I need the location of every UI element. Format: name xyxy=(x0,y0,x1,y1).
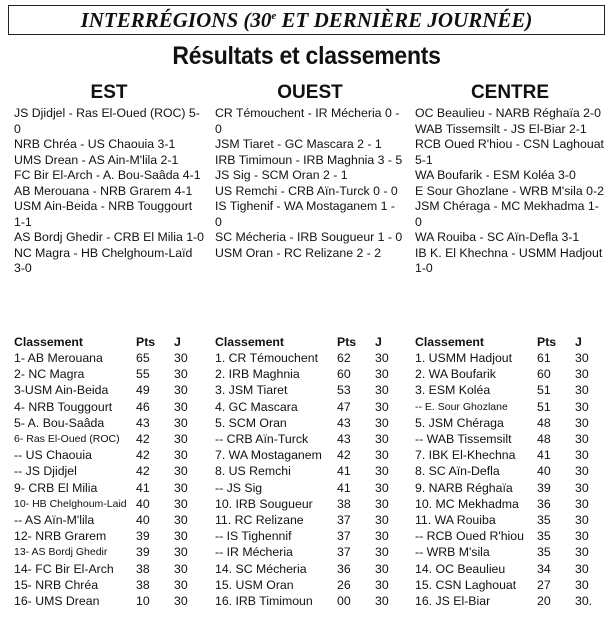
points-cell: 43 xyxy=(136,415,150,430)
team-cell: 13- AS Bordj Ghedir xyxy=(14,546,108,559)
table-row xyxy=(415,496,597,512)
team-cell: -- JS Sig xyxy=(215,480,263,495)
played-cell: 30 xyxy=(174,545,188,560)
points-cell: 42 xyxy=(136,464,150,479)
points-cell: 51 xyxy=(537,399,551,414)
played-cell: 30 xyxy=(375,367,389,382)
page-subtitle: Résultats et classements xyxy=(172,42,441,70)
match-result: NRB Chréa - US Chaouia 3-1 xyxy=(14,137,176,151)
played-cell: 30 xyxy=(174,448,188,463)
table-row xyxy=(14,431,196,447)
played-cell: 30 xyxy=(375,399,389,414)
points-cell: 35 xyxy=(537,512,551,527)
team-cell: 14- FC Bir El-Arch xyxy=(14,561,114,576)
points-cell: 46 xyxy=(136,399,150,414)
points-cell: 40 xyxy=(537,464,551,479)
table-row xyxy=(415,512,597,528)
match-result: IB K. El Khechna - USMM Hadjout 1-0 xyxy=(415,245,603,275)
page-title: INTERRÉGIONS (30e ET DERNIÈRE JOURNÉE) xyxy=(80,7,533,32)
team-cell: -- AS Aïn-M'lila xyxy=(14,512,95,527)
played-cell: 30 xyxy=(174,464,188,479)
played-cell: 30 xyxy=(174,529,188,544)
column-header: Pts xyxy=(337,334,357,349)
points-cell: 47 xyxy=(337,399,351,414)
team-cell: 2. IRB Maghnia xyxy=(215,367,300,382)
table-row xyxy=(215,496,397,512)
column-header: Classement xyxy=(14,334,84,349)
table-row xyxy=(415,544,597,560)
match-result: US Remchi - CRB Aïn-Turck 0 - 0 xyxy=(215,183,398,198)
region-heading: EST xyxy=(90,82,128,103)
team-cell: 10. IRB Sougueur xyxy=(215,496,313,511)
points-cell: 39 xyxy=(537,480,551,495)
table-row xyxy=(215,399,397,415)
match-result: IS Tighenif - WA Mostaganem 1 - 0 xyxy=(215,199,395,229)
played-cell: 30 xyxy=(575,512,589,527)
match-result: CR Témouchent - IR Mécheria 0 - 0 xyxy=(215,106,400,136)
points-cell: 55 xyxy=(136,367,150,382)
table-row xyxy=(215,512,397,528)
table-header-row xyxy=(415,333,597,350)
played-cell: 30 xyxy=(575,399,589,414)
played-cell: 30 xyxy=(174,432,188,447)
team-cell: 16. JS El-Biar xyxy=(415,593,491,608)
played-cell: 30 xyxy=(375,529,389,544)
table-row xyxy=(215,431,397,447)
match-result: AB Merouana - NRB Grarem 4-1 xyxy=(14,183,193,198)
table-row xyxy=(14,382,196,398)
team-cell: -- CRB Aïn-Turck xyxy=(215,432,309,447)
points-cell: 62 xyxy=(337,351,351,366)
played-cell: 30 xyxy=(375,512,389,527)
team-cell: 3-USM Ain-Beida xyxy=(14,383,109,398)
table-row xyxy=(415,560,597,576)
table-row xyxy=(14,593,196,609)
table-header-row xyxy=(215,333,397,350)
results-list xyxy=(415,106,605,338)
column-ouest xyxy=(215,82,405,338)
points-cell: 35 xyxy=(537,545,551,560)
points-cell: 60 xyxy=(337,367,351,382)
team-cell: 1. USMM Hadjout xyxy=(415,351,513,366)
match-result: SC Mécheria - IRB Sougueur 1 - 0 xyxy=(215,230,403,244)
team-cell: 1. CR Témouchent xyxy=(215,351,318,366)
table-row xyxy=(14,512,196,528)
table-row xyxy=(415,463,597,479)
played-cell: 30 xyxy=(575,561,589,576)
played-cell: 30 xyxy=(375,561,389,576)
played-cell: 30 xyxy=(575,383,589,398)
played-cell: 30 xyxy=(375,464,389,479)
played-cell: 30. xyxy=(575,593,593,608)
table-row xyxy=(215,544,397,560)
points-cell: 48 xyxy=(537,415,551,430)
results-list xyxy=(14,106,204,338)
table-row xyxy=(215,366,397,382)
match-result: USM Oran - RC Relizane 2 - 2 xyxy=(215,245,382,260)
match-result: JS Djidjel - Ras El-Oued (ROC) 5-0 xyxy=(14,106,200,136)
points-cell: 37 xyxy=(337,545,351,560)
played-cell: 30 xyxy=(575,545,589,560)
team-cell: -- JS Djidjel xyxy=(14,464,77,479)
team-cell: 1- AB Merouana xyxy=(14,351,103,366)
points-cell: 39 xyxy=(136,529,150,544)
table-row xyxy=(215,480,397,496)
table-row xyxy=(215,447,397,463)
points-cell: 10 xyxy=(136,593,150,608)
table-row xyxy=(415,415,597,431)
points-cell: 65 xyxy=(136,351,150,366)
region-heading: OUEST xyxy=(277,82,343,103)
played-cell: 30 xyxy=(174,593,188,608)
table-row xyxy=(14,463,196,479)
team-cell: 8. US Remchi xyxy=(215,464,291,479)
points-cell: 40 xyxy=(136,512,150,527)
points-cell: 41 xyxy=(337,464,351,479)
points-cell: 00 xyxy=(337,593,351,608)
team-cell: -- WRB M'sila xyxy=(415,545,490,560)
table-row xyxy=(215,560,397,576)
match-result: E Sour Ghozlane - WRB M'sila 0-2 xyxy=(415,183,604,198)
team-cell: 14. SC Mécheria xyxy=(215,561,307,576)
team-cell: 5. JSM Chéraga xyxy=(415,415,504,430)
team-cell: 12- NRB Grarem xyxy=(14,529,107,544)
points-cell: 42 xyxy=(136,432,150,447)
match-result: RCB Oued R'hiou - CSN Laghouat 5-1 xyxy=(415,137,604,167)
match-result: WAB Tissemsilt - JS El-Biar 2-1 xyxy=(415,121,587,136)
points-cell: 41 xyxy=(136,480,150,495)
played-cell: 30 xyxy=(575,432,589,447)
played-cell: 30 xyxy=(575,577,589,592)
table-row xyxy=(14,544,196,560)
region-heading: CENTRE xyxy=(470,82,550,103)
table-row xyxy=(415,431,597,447)
played-cell: 30 xyxy=(174,512,188,527)
match-result: WA Rouiba - SC Aïn-Defla 3-1 xyxy=(415,230,580,244)
played-cell: 30 xyxy=(174,496,188,511)
table-row xyxy=(14,447,196,463)
points-cell: 42 xyxy=(136,448,150,463)
match-result: UMS Drean - AS Ain-M'lila 2-1 xyxy=(14,152,179,167)
match-result: AS Bordj Ghedir - CRB El Milia 1-0 xyxy=(14,230,204,244)
table-row xyxy=(215,577,397,593)
team-cell: 2- NC Magra xyxy=(14,367,85,382)
played-cell: 30 xyxy=(375,351,389,366)
table-row xyxy=(14,528,196,544)
points-cell: 36 xyxy=(537,496,551,511)
title-superscript: e xyxy=(271,9,277,22)
team-cell: -- US Chaouia xyxy=(14,448,92,463)
team-cell: 16- UMS Drean xyxy=(14,593,100,608)
points-cell: 26 xyxy=(337,577,351,592)
column-header: Classement xyxy=(215,334,285,349)
points-cell: 38 xyxy=(136,561,150,576)
table-row xyxy=(215,350,397,366)
points-cell: 34 xyxy=(537,561,551,576)
team-cell: 6- Ras El-Oued (ROC) xyxy=(14,433,120,446)
table-row xyxy=(215,528,397,544)
played-cell: 30 xyxy=(375,480,389,495)
played-cell: 30 xyxy=(174,577,188,592)
played-cell: 30 xyxy=(174,399,188,414)
table-row xyxy=(415,382,597,398)
results-list xyxy=(215,106,405,338)
points-cell: 39 xyxy=(136,545,150,560)
played-cell: 30 xyxy=(375,383,389,398)
table-row xyxy=(415,480,597,496)
table-row xyxy=(14,480,196,496)
points-cell: 43 xyxy=(337,432,351,447)
points-cell: 27 xyxy=(537,577,551,592)
played-cell: 30 xyxy=(174,415,188,430)
team-cell: 3. JSM Tiaret xyxy=(215,383,288,398)
team-cell: 10- HB Chelghoum-Laid xyxy=(14,497,127,510)
played-cell: 30 xyxy=(174,383,188,398)
points-cell: 61 xyxy=(537,351,551,366)
match-result: JSM Tiaret - GC Mascara 2 - 1 xyxy=(215,137,382,151)
table-header-row xyxy=(14,333,196,350)
standings-table xyxy=(415,333,597,609)
table-row xyxy=(415,447,597,463)
column-header: Pts xyxy=(136,334,156,349)
match-result: OC Beaulieu - NARB Réghaïa 2-0 xyxy=(415,106,601,120)
team-cell: 10. MC Mekhadma xyxy=(415,496,519,511)
team-cell: 15. USM Oran xyxy=(215,577,294,592)
table-row xyxy=(14,415,196,431)
played-cell: 30 xyxy=(375,415,389,430)
column-est xyxy=(14,82,204,338)
points-cell: 43 xyxy=(337,415,351,430)
points-cell: 51 xyxy=(537,383,551,398)
table-row xyxy=(215,415,397,431)
table-row xyxy=(14,350,196,366)
match-result: IRB Timimoun - IRB Maghnia 3 - 5 xyxy=(215,152,403,167)
points-cell: 53 xyxy=(337,383,351,398)
match-result: JSM Chéraga - MC Mekhadma 1-0 xyxy=(415,199,599,229)
played-cell: 30 xyxy=(575,496,589,511)
team-cell: 9. NARB Réghaïa xyxy=(415,480,513,495)
played-cell: 30 xyxy=(575,464,589,479)
team-cell: 16. IRB Timimoun xyxy=(215,593,313,608)
table-row xyxy=(415,350,597,366)
column-centre xyxy=(415,82,605,338)
match-result: USM Ain-Beida - NRB Touggourt 1-1 xyxy=(14,199,193,229)
points-cell: 41 xyxy=(337,480,351,495)
column-header: J xyxy=(575,334,582,349)
table-row xyxy=(415,593,597,609)
table-row xyxy=(415,366,597,382)
played-cell: 30 xyxy=(375,432,389,447)
played-cell: 30 xyxy=(375,593,389,608)
played-cell: 30 xyxy=(575,448,589,463)
played-cell: 30 xyxy=(375,496,389,511)
team-cell: 15. CSN Laghouat xyxy=(415,577,517,592)
column-header: Pts xyxy=(537,334,557,349)
points-cell: 37 xyxy=(337,512,351,527)
team-cell: -- RCB Oued R'hiou xyxy=(415,529,524,544)
played-cell: 30 xyxy=(375,545,389,560)
played-cell: 30 xyxy=(174,351,188,366)
points-cell: 42 xyxy=(337,448,351,463)
played-cell: 30 xyxy=(575,351,589,366)
table-row xyxy=(215,463,397,479)
team-cell: -- IR Mécheria xyxy=(215,545,293,560)
points-cell: 35 xyxy=(537,529,551,544)
table-row xyxy=(415,528,597,544)
team-cell: 4- NRB Touggourt xyxy=(14,399,113,414)
points-cell: 41 xyxy=(537,448,551,463)
points-cell: 49 xyxy=(136,383,150,398)
team-cell: 11. WA Rouiba xyxy=(415,512,496,527)
table-row xyxy=(415,399,597,415)
points-cell: 38 xyxy=(337,496,351,511)
team-cell: 5. SCM Oran xyxy=(215,415,287,430)
page-header xyxy=(8,5,605,35)
team-cell: 4. GC Mascara xyxy=(215,399,298,414)
table-row xyxy=(215,382,397,398)
played-cell: 30 xyxy=(174,480,188,495)
team-cell: -- WAB Tissemsilt xyxy=(415,432,512,447)
points-cell: 38 xyxy=(136,577,150,592)
points-cell: 37 xyxy=(337,529,351,544)
column-header: J xyxy=(174,334,181,349)
team-cell: 7. IBK El-Khechna xyxy=(415,448,516,463)
standings-table xyxy=(14,333,196,609)
match-result: JS Sig - SCM Oran 2 - 1 xyxy=(215,168,348,182)
played-cell: 30 xyxy=(375,448,389,463)
played-cell: 30 xyxy=(174,367,188,382)
standings-table xyxy=(215,333,397,609)
played-cell: 30 xyxy=(575,529,589,544)
team-cell: 7. WA Mostaganem xyxy=(215,448,322,463)
points-cell: 40 xyxy=(136,496,150,511)
played-cell: 30 xyxy=(375,577,389,592)
played-cell: 30 xyxy=(575,480,589,495)
table-row xyxy=(14,496,196,512)
points-cell: 48 xyxy=(537,432,551,447)
played-cell: 30 xyxy=(575,415,589,430)
team-cell: 9- CRB El Milia xyxy=(14,480,98,495)
team-cell: 5- A. Bou-Saâda xyxy=(14,415,105,430)
match-result: WA Boufarik - ESM Koléa 3-0 xyxy=(415,168,576,182)
column-header: J xyxy=(375,334,382,349)
team-cell: 3. ESM Koléa xyxy=(415,383,491,398)
table-row xyxy=(14,560,196,576)
table-row xyxy=(14,399,196,415)
played-cell: 30 xyxy=(174,561,188,576)
team-cell: -- IS Tighennif xyxy=(215,529,292,544)
team-cell: 15- NRB Chréa xyxy=(14,577,99,592)
points-cell: 36 xyxy=(337,561,351,576)
table-row xyxy=(14,366,196,382)
match-result: NC Magra - HB Chelghoum-Laïd 3-0 xyxy=(14,245,193,275)
table-row xyxy=(215,593,397,609)
match-result: FC Bir El-Arch - A. Bou-Saâda 4-1 xyxy=(14,168,201,182)
table-row xyxy=(14,577,196,593)
points-cell: 20 xyxy=(537,593,551,608)
team-cell: -- E. Sour Ghozlane xyxy=(415,400,508,413)
team-cell: 14. OC Beaulieu xyxy=(415,561,506,576)
team-cell: 11. RC Relizane xyxy=(215,512,304,527)
team-cell: 2. WA Boufarik xyxy=(415,367,496,382)
points-cell: 60 xyxy=(537,367,551,382)
column-header: Classement xyxy=(415,334,485,349)
table-row xyxy=(415,577,597,593)
played-cell: 30 xyxy=(575,367,589,382)
team-cell: 8. SC Aïn-Defla xyxy=(415,464,500,479)
